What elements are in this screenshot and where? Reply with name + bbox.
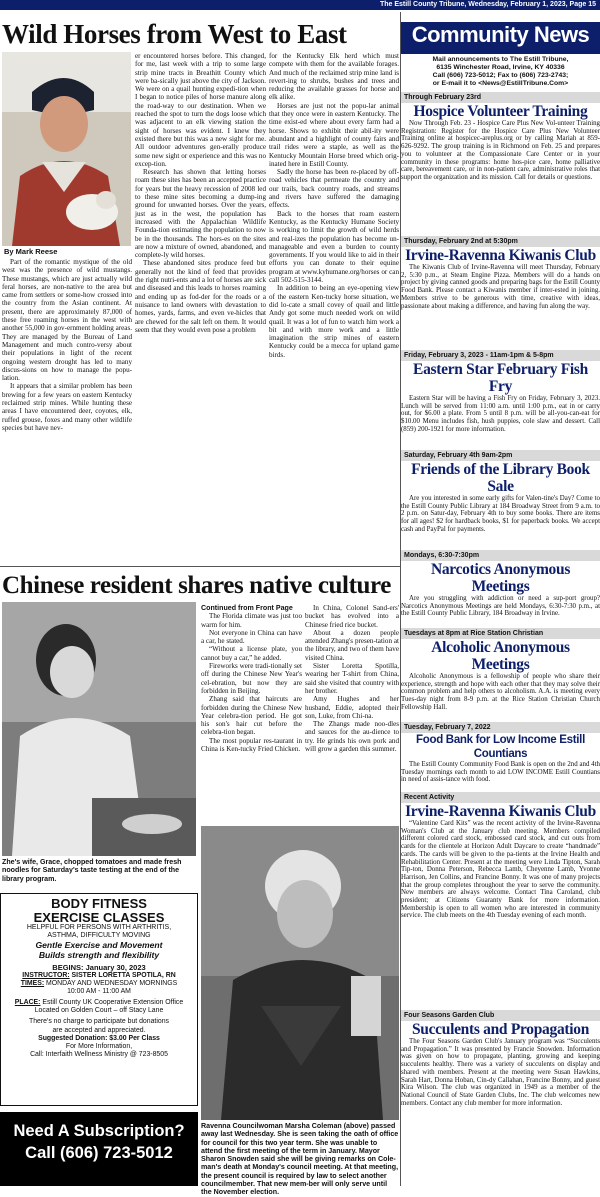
event-body: Alcoholic Anonymous is a fellowship of people who share their experience, strength and hope with each other that they may solve their common problem and help others to alcoholism. A.A. is meeting every Tues-day night from 8-9 p.m. at the Rice Station Christian Church Fellowship Hall. xyxy=(401,673,600,711)
subscription-line-1: Need A Subscription? xyxy=(13,1122,185,1140)
fitness-begins: BEGINS: January 30, 2023 xyxy=(52,963,146,972)
event-date: Tuesdays at 8pm at Rice Station Christian xyxy=(401,628,600,639)
paragraph: Amy Hughes and her husband, Eddie, adopted their son, Luke, from Chi-na. xyxy=(305,695,399,720)
event-kiwanis-meeting xyxy=(401,236,600,310)
event-title: Eastern Star February Fish Fry xyxy=(413,361,588,395)
paragraph: Back to the horses that roam eastern Kentucky, as the Kentucky Humane Society is working to limit the growth of wild herds and real-izes the population has become un-manageable and even a burden to county governments. If you would like to aid in their efforts you can donate to their equine program at www.kyhumane.org/horses or can call 502-515-3144. xyxy=(269,209,399,285)
event-title: Narcotics Anonymous Meetings xyxy=(430,561,571,595)
paragraph: Not everyone in China can have a car, he stated. xyxy=(201,628,302,646)
fitness-classes-ad xyxy=(0,893,198,1106)
mail-line-3: Call (606) 723-5012; Fax to (606) 723-2743; xyxy=(432,72,569,79)
times-value: MONDAY AND WEDNESDAY MORNINGS xyxy=(44,980,178,988)
fitness-charge-2: are accepted and appreciated. xyxy=(52,1026,146,1034)
paragraph: Fireworks were tradi-tionally set off during the Chinese New Year's cel-ebration, but now they are forbidden in Beijing. xyxy=(201,662,302,695)
event-garden-club xyxy=(401,1010,600,1107)
page-header: The Estill County Tribune, Wednesday, February 1, 2023, Page 15 xyxy=(0,0,600,10)
community-mail-info xyxy=(401,54,600,88)
paragraph: Research has shown that letting horses roam these sites has been an accepted practice for years but the heavy recession of 2008 led to these mine sites becoming a dump-ing ground for unwanted horses. Over the years, just as in the west, the population has increased with the Appalachian Wildlife Founda-tion estimating the population to now be in the thousands. The hors-es on the sites are now a mixture of owned, abandoned, and complete-ly wild horses. xyxy=(135,168,266,260)
horses-column-1 xyxy=(2,258,132,563)
grace-cooking-photo xyxy=(2,602,196,856)
chinese-headline: Chinese resident shares native culture xyxy=(2,572,391,599)
paragraph: These abandoned sites produce feed but generally not the kind of feed that provides the right nutri-ents and a lot of horses are sick and diseased and this leads to horses roaming and ending up as fod-der for the roads or a nuisance to land owners with devastation to homes, yards, farms, and even ve-hicles that are chewed for the salt left on them. It would seem that they would even pose a problem xyxy=(135,259,266,334)
fitness-title-1: BODY FITNESS xyxy=(51,896,147,911)
man-photo-illustration xyxy=(2,52,131,246)
section-divider xyxy=(0,566,400,567)
fitness-place-2: Located on Golden Court – off Stacy Lane xyxy=(34,1007,164,1015)
event-date: Recent Activity xyxy=(401,792,600,803)
event-narcotics-anonymous xyxy=(401,550,600,618)
fitness-times-2: 10:00 AM - 11:00 AM xyxy=(67,988,131,996)
event-body: The Estill County Community Food Bank is open on the 2nd and 4th Tuesday mornings each month to aid LOW INCOME Estill Countians in need of assis-tance with food. xyxy=(401,761,600,784)
mail-line-1: Mail announcements to The Estill Tribune, xyxy=(432,56,569,63)
paragraph: In China, Colonel Sand-ers' bucket has evolved into a Chinese fried rice bucket. xyxy=(305,604,399,629)
event-title: Hospice Volunteer Training xyxy=(413,103,588,120)
event-date: Saturday, February 4th 9am-2pm xyxy=(401,450,600,461)
event-body: “Valentine Card Kits” was the recent activity of the Irvine-Ravenna Woman's Club at the January club meeting. Members compiled different colored card stock, embossed card stock, and cut outs from cards for the clientele at Horizon Adult Daycare to create “handmade” cards. The cards will be given to the pa-tients at the Irvine Health and Rehabilitation Center. Present at the meeting were Linda Tipton, Sarah Tip-ton, Donna Peterson, Rebecca Lamb, Cheyenne Lamb, Yvonne Harrison, Jen Collins, and Francine Bonny. It was one of many projects that the group completes throughout the year to serve the community. New members are always welcome. Contact Tina Caroland, club president; at Citizens Guaranty Bank for more information. Membership is open to all women who are interested in community service. The club meets on the 4th Tuesday evening of each month. xyxy=(401,820,600,920)
event-fish-fry xyxy=(401,350,600,434)
paragraph: It appears that a similar problem has been brewing for a few years on eastern Kentucky reclaimed strip mines. While hunting these areas I have encountered deer, coyotes, elk, ruffed grouse, foxes and many other wildlife species but have nev- xyxy=(2,382,132,432)
horses-column-3 xyxy=(269,52,399,564)
fitness-call: Call: Interfaith Wellness Ministry @ 723-8505 xyxy=(30,1050,168,1058)
subscription-ad xyxy=(0,1112,198,1186)
event-body: The Kiwanis Club of Irvine-Ravenna will meet Thursday, February 2, 5:30 p.m., at Steam Engine Pizza. Members will do a hands on project by giving canned goods and preparing bags for the Estill County Food Bank. Please contact a Kiwanis member if inter-ested in joining. Members strive to be generous with time, creative with ideas, passionate about making a difference, and having fun along the way. xyxy=(401,264,600,310)
event-alcoholics-anonymous xyxy=(401,628,600,712)
paragraph: for the Kentucky Elk herd which must compete with them for the available forages. And much of the reclaimed strip mine land is revert-ing to shrubs, bushes and trees and reducing the available grasses for horse and elk alike. xyxy=(269,52,399,102)
horses-headline: Wild Horses from West to East xyxy=(2,19,347,49)
paragraph: The Zhangs made noo-dles and sauces for the au-dience to try. He grinds his own pork and will grow a garden this summer. xyxy=(305,720,399,754)
event-date: Four Seasons Garden Club xyxy=(401,1010,600,1021)
paragraph: Sister Loretta Spotilla, wearing her T-shirt from China, said she visited that country with her brother. xyxy=(305,662,399,695)
event-body: Eastern Star will be having a Fish Fry on Friday, February 3, 2023. Lunch will be served from 11:00 a.m. until 1:00 p.m., eat in or carry out, for $6.00 a plate. From 5 until 8 p.m. will be all-you-can-eat for $10.00 Menu includes fish, hush puppies, cole slaw and dessert. Call (859) 200-1921 for more information. xyxy=(401,395,600,433)
event-body: The Four Seasons Garden Club's January program was “Succulents and Propagation.” It was presented by Francie Snowden. Information was given on how to propagate, planting, growing and keeping succulents healthy. There was a variety of succulents on display and shared with members. Present at the meeting were Susan Hawkins, Sarah Hart, Donna Hoban, Cin-dy Callahan, Francine Bonny, and guest Kira Wilson. The club was organized in 1949 as a member of the National Council of State Garden Clubs, Inc. The club welcomes new members. Contact any club member for more information. xyxy=(401,1038,600,1107)
event-title: Irvine-Ravenna Kiwanis Club xyxy=(405,803,596,820)
instructor-label: INSTRUCTOR: xyxy=(22,972,70,979)
fitness-charge-1: There's no charge to participate but donations xyxy=(29,1018,169,1026)
event-book-sale xyxy=(401,450,600,534)
cooking-photo-illustration xyxy=(2,602,196,856)
paragraph: Horses are just not the popu-lar animal that they once were in eastern Kentucky. The time exist-ed where about every farm had a horse. Shows to exhibit their abil-ity were abundant and a highlight of county fairs and trail rides were a staple, as well as the Kentucky Mountain Horse breed which orig-inated here in Estill County. xyxy=(269,101,399,168)
fitness-more: For More Information, xyxy=(65,1042,133,1050)
fitness-gentle-1: Gentle Exercise and Movement xyxy=(35,940,163,950)
event-body: Are you struggling with addiction or need a sup-port group? Narcotics Anonymous Meetings are held Mondays, 6:30-7:30 p.m., at the Estill County Public Library, 184 Broadway in Irvine. xyxy=(401,595,600,618)
event-date: Friday, February 3, 2023 - 11am-1pm & 5-8pm xyxy=(401,350,600,361)
paragraph: The most popular res-taurant in China is Ken-tucky Fried Chicken. xyxy=(201,736,302,754)
fitness-gentle-2: Builds strength and flexibility xyxy=(38,950,160,960)
fitness-sub-1: HELPFUL FOR PERSONS WITH ARTHRITIS, xyxy=(26,924,172,931)
community-news-title: Community News xyxy=(411,22,590,47)
event-date: Mondays, 6:30-7:30pm xyxy=(401,550,600,561)
paragraph: “Without a license plate, you cannot buy a car,” he added. xyxy=(201,645,302,662)
subscription-line-2: Call (606) 723-5012 xyxy=(25,1144,173,1162)
fitness-title-2: EXERCISE CLASSES xyxy=(33,909,165,925)
fitness-times xyxy=(5,980,193,988)
event-hospice xyxy=(401,92,600,182)
chinese-column-2 xyxy=(201,604,302,824)
chinese-caption-2: Ravenna Councilwoman Marsha Coleman (above) passed away last Wednesday. She is seen taking the oath of office for council for this two year term. She was unable to attend the first meeting of the term in January. Mayor Sharon Snowden said she will be giving remarks on Cole-man's death at Monday's council meeting. At that meeting, the present council is required by law to select another councilmember. That new mem-ber will only serve until the November election. xyxy=(201,1122,399,1197)
fitness-donation: Suggested Donation: $3.00 Per Class xyxy=(38,1034,160,1042)
mail-line-2: 6135 Winchester Road, Irvine, KY 40336 xyxy=(436,64,565,71)
paragraph: er encountered horses before. This changed, for me, last week with a trip to some large strip mine tracts in Breathitt County which were ba-sically just above the city of Jackson. We were on a quail hunting expedi-tion when I began to notice piles of horse manure along the road-way to our destination. When we reached the spot to turn the dogs loose which was adjacent to an elk viewing station the sight of horses was evident. I knew they existed there but this was a new sight for me. All outdoor adventures gen-erally produce some new sight or experience and this was no excep-tion. xyxy=(135,52,266,168)
place-value: Estill County UK Cooperative Extension Office xyxy=(40,999,184,1007)
councilwoman-photo xyxy=(201,826,399,1120)
man-with-dog-photo xyxy=(2,52,131,246)
paragraph: About a dozen people attended Zhang's presen-tation at the library, and two of them have visited China. xyxy=(305,628,399,662)
paragraph: Zhang said that haircuts are forbidden during the Chinese New Year celebra-tion period. He got his son's hair cut before the celebra-tion began. xyxy=(201,695,302,737)
times-label: TIMES: xyxy=(20,980,45,988)
paragraph: Part of the romantic mystique of the old west was the presence of wild mustangs. These mustangs, which are just actually wild feral horses, are non-native to the area but came from settlers or some-how crossed into the country from the Asian continent. At present, there are approximately 87,000 of these free roaming horses in the west with another 55,000 in gov-ernment holding areas. They are managed by the Bureau of Land Management and much contro-versy about their populations in light of the recent ongoing western drought has led to many discus-sions on how to manage the popu-lation. xyxy=(2,258,132,383)
event-title: Succulents and Propagation xyxy=(411,1021,590,1038)
paragraph: In addition to being an eye-opening view of the eastern Ken-tucky horse situation, we did lo-cate a small covey of quail and little Andy got some much needed work on wild quail. It was a lot of fun to watch him work a bit and with more work and a little imagination the strip mines of eastern Kentucky could be a mecca for upland game birds. xyxy=(269,284,399,359)
event-body: Now Through Feb. 23 - Hospice Care Plus New Vol-unteer Training Registration: Register for the Hospice Care Plus New Volunteer Training online at hospicec-areplus.org or by calling Mariah at 859-626-9292. The group training is in Richmond on Feb. 25 and prepares you to volunteer at the Compassionate Care Center or in your community in these programs: home hos-pice care, home palliative care, bereavement care, or in non-patient care, administrative roles that support the organization and its mission. Call for details or questions. xyxy=(401,120,600,181)
horses-column-2 xyxy=(135,52,266,564)
paragraph: Sadly the horse has been re-placed by off-road vehicles that permeate the country and our trails, back country roads, and streams and rivers have suffered the damaging effects. xyxy=(269,168,399,210)
event-title: Food Bank for Low Income Estill Countians xyxy=(416,734,585,760)
mail-line-4: or E-mail it to <News@EstillTribune.Com> xyxy=(432,80,569,87)
fitness-sub-2: ASTHMA, DIFFICULTY MOVING xyxy=(47,932,151,939)
event-date: Thursday, February 2nd at 5:30pm xyxy=(401,236,600,247)
continued-line: Continued from Front Page xyxy=(201,604,293,612)
instructor-name: SISTER LORETTA SPOTILA, RN xyxy=(69,972,176,979)
fitness-place xyxy=(5,999,193,1007)
councilwoman-photo-illustration xyxy=(201,826,399,1120)
event-date: Through February 23rd xyxy=(401,92,600,103)
place-label: PLACE: xyxy=(14,999,41,1007)
event-title: Friends of the Library Book Sale xyxy=(411,461,590,495)
event-date: Tuesday, February 7, 2022 xyxy=(401,722,600,733)
paragraph: The Florida climate was just too warm for him. xyxy=(201,612,302,629)
event-kiwanis-recent xyxy=(401,792,600,920)
horses-byline: By Mark Reese xyxy=(4,247,58,256)
chinese-caption-1: Zhe's wife, Grace, chopped tomatoes and made fresh noodles for Saturday's taste testing at the end of the library program. xyxy=(2,858,182,883)
event-food-bank xyxy=(401,722,600,784)
fitness-instructor xyxy=(5,972,193,980)
chinese-column-3 xyxy=(305,604,399,824)
event-body: Are you interested in some early gifts for Valen-tine's Day? Come to the Estill County Public Library at 184 Broadway Street from 9 a.m. to 2 p.m. on Satur-day, February 4th to buy some books. There are items for all ages! $2 for hardback books, $1 for paperback books. We accept cash and PayPal for payments. xyxy=(401,495,600,533)
event-title: Alcoholic Anonymous Meetings xyxy=(431,639,570,673)
event-title: Irvine-Ravenna Kiwanis Club xyxy=(405,247,596,264)
